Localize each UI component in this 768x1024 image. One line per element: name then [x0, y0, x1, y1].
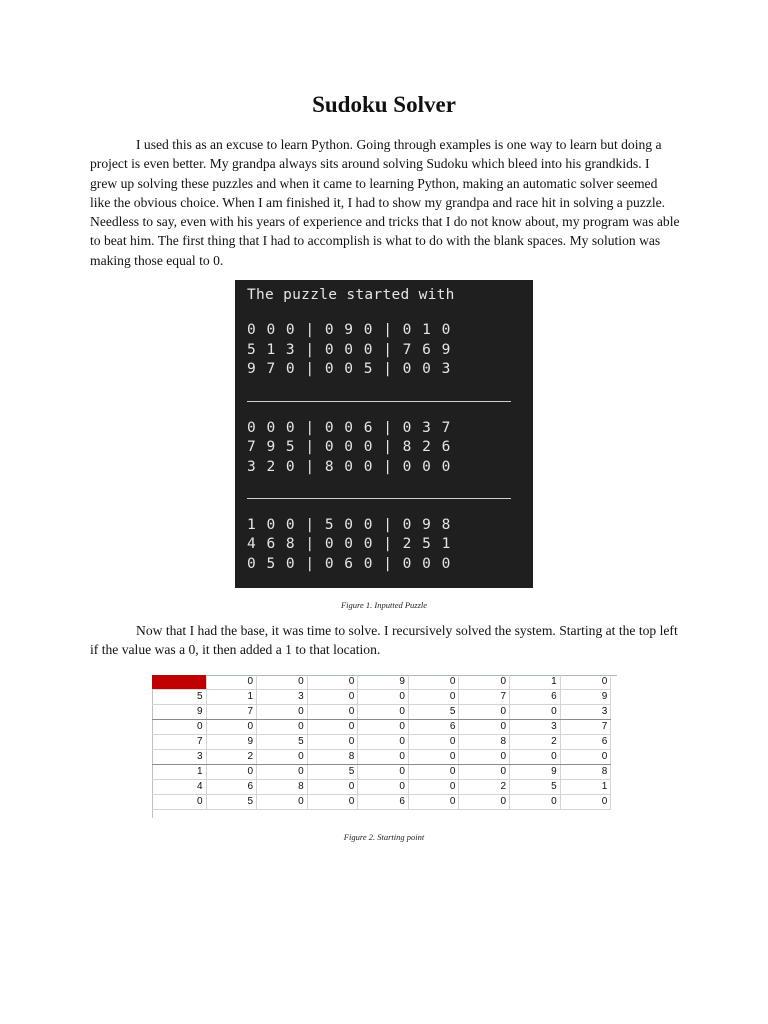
spreadsheet-cell: 6 [408, 720, 459, 735]
spreadsheet-screenshot [152, 667, 617, 819]
spreadsheet-cell: 5 [257, 735, 308, 750]
spreadsheet-cell: 0 [257, 795, 308, 810]
spreadsheet-cell: 0 [206, 675, 257, 690]
spreadsheet-cell: 2 [510, 735, 561, 750]
spreadsheet-cell: 0 [257, 675, 308, 690]
spreadsheet-cell: 0 [459, 720, 510, 735]
spreadsheet-cell: 0 [257, 720, 308, 735]
spreadsheet-cell: 5 [206, 795, 257, 810]
terminal-row: 0 5 0 | 0 6 0 | 0 0 0 [247, 556, 452, 572]
spreadsheet-row [152, 750, 611, 765]
terminal-separator [247, 401, 511, 402]
spreadsheet-grid [152, 675, 611, 810]
spreadsheet-cell: 0 [358, 750, 409, 765]
spreadsheet-cell: 0 [307, 735, 358, 750]
spreadsheet-cell: 3 [152, 750, 206, 765]
spreadsheet-cell: 0 [408, 780, 459, 795]
terminal-row: 9 7 0 | 0 0 5 | 0 0 3 [247, 361, 452, 377]
spreadsheet-cell: 0 [152, 720, 206, 735]
spreadsheet-cell: 0 [206, 765, 257, 780]
spreadsheet-cell: 6 [206, 780, 257, 795]
figure1-caption: Figure 1. Inputted Puzzle [340, 600, 428, 610]
spreadsheet-cell: 0 [358, 735, 409, 750]
intro-paragraph: I used this as an excuse to learn Python. Going through examples is one way to learn but doing a project is even better. My grandpa always sits around solving Sudoku which bleed into his grandkids. I grew up solving these puzzles and when it came to learning Python, making an automatic solver seemed like the obvious choice. When I am finished it, I had to show my grandpa and race hit in solving a puzzle. Needless to say, even with his years of experience and tricks that I do not know about, my program was able to beat him. The first thing that I had to accomplish is what to do with the blank spaces. My solution was making those equal to 0. [90, 137, 680, 268]
spreadsheet-cell: 5 [307, 765, 358, 780]
spreadsheet-cell: 8 [459, 735, 510, 750]
spreadsheet-row [152, 795, 611, 810]
spreadsheet-cell: 0 [510, 705, 561, 720]
spreadsheet-cell: 8 [307, 750, 358, 765]
terminal-row: 7 9 5 | 0 0 0 | 8 2 6 [247, 439, 452, 455]
spreadsheet-cell: 0 [152, 675, 206, 690]
terminal-row: 0 0 0 | 0 9 0 | 0 1 0 [247, 322, 452, 338]
terminal-row: 0 0 0 | 0 0 6 | 0 3 7 [247, 420, 452, 436]
spreadsheet-cell: 8 [257, 780, 308, 795]
terminal-row: 1 0 0 | 5 0 0 | 0 9 8 [247, 517, 452, 533]
spreadsheet-cell: 6 [510, 690, 561, 705]
spreadsheet-row [152, 675, 611, 690]
spreadsheet-cell: 6 [560, 735, 611, 750]
spreadsheet-cell: 9 [206, 735, 257, 750]
spreadsheet-cell: 9 [510, 765, 561, 780]
spreadsheet-cell: 3 [560, 705, 611, 720]
spreadsheet-cell: 9 [358, 675, 409, 690]
spreadsheet-cell: 0 [408, 795, 459, 810]
spreadsheet-cell: 0 [358, 765, 409, 780]
spreadsheet-cell: 0 [560, 750, 611, 765]
spreadsheet-cell: 9 [152, 705, 206, 720]
spreadsheet-cell: 1 [206, 690, 257, 705]
spreadsheet-cell: 0 [257, 705, 308, 720]
terminal-separator [247, 498, 511, 499]
spreadsheet-cell: 0 [257, 750, 308, 765]
spreadsheet-row [152, 735, 611, 750]
spreadsheet-row [152, 765, 611, 780]
spreadsheet-cell: 0 [307, 720, 358, 735]
spreadsheet-cell: 8 [560, 765, 611, 780]
terminal-row: 3 2 0 | 8 0 0 | 0 0 0 [247, 459, 452, 475]
spreadsheet-cell: 0 [152, 795, 206, 810]
solve-paragraph: Now that I had the base, it was time to solve. I recursively solved the system. Starting at the top left if the value was a 0, it then added a 1 to that location. [90, 623, 678, 658]
spreadsheet-row [152, 705, 611, 720]
spreadsheet-cell: 1 [510, 675, 561, 690]
spreadsheet-cell: 0 [408, 735, 459, 750]
spreadsheet-cell: 0 [560, 675, 611, 690]
terminal-screenshot [235, 280, 533, 588]
spreadsheet-row [152, 690, 611, 705]
spreadsheet-cell: 0 [257, 765, 308, 780]
spreadsheet-cell: 7 [560, 720, 611, 735]
spreadsheet-cell: 0 [307, 675, 358, 690]
spreadsheet-cell: 0 [459, 750, 510, 765]
spreadsheet-row [152, 720, 611, 735]
spreadsheet-cell: 0 [206, 720, 257, 735]
terminal-row: 4 6 8 | 0 0 0 | 2 5 1 [247, 536, 452, 552]
spreadsheet-cell: 0 [307, 705, 358, 720]
spreadsheet-cell: 7 [459, 690, 510, 705]
spreadsheet-cell: 7 [152, 735, 206, 750]
terminal-row: 5 1 3 | 0 0 0 | 7 6 9 [247, 342, 452, 358]
spreadsheet-cell: 5 [408, 705, 459, 720]
spreadsheet-cell: 3 [510, 720, 561, 735]
spreadsheet-cell: 0 [408, 675, 459, 690]
spreadsheet-cell: 1 [560, 780, 611, 795]
spreadsheet-cell: 0 [358, 720, 409, 735]
spreadsheet-cell: 9 [560, 690, 611, 705]
spreadsheet-cell: 0 [358, 705, 409, 720]
spreadsheet-cell: 7 [206, 705, 257, 720]
spreadsheet-cell: 0 [408, 750, 459, 765]
spreadsheet-cell: 0 [307, 780, 358, 795]
spreadsheet-cell: 0 [408, 765, 459, 780]
spreadsheet-cell: 0 [510, 795, 561, 810]
spreadsheet-cell: 5 [510, 780, 561, 795]
spreadsheet-cell: 0 [560, 795, 611, 810]
spreadsheet-cell: 5 [152, 690, 206, 705]
spreadsheet-cell: 0 [408, 690, 459, 705]
spreadsheet-cell: 6 [358, 795, 409, 810]
spreadsheet-cell: 1 [152, 765, 206, 780]
spreadsheet-cell: 2 [206, 750, 257, 765]
spreadsheet-cell: 0 [358, 780, 409, 795]
spreadsheet-cell: 0 [510, 750, 561, 765]
figure2-caption: Figure 2. Starting point [343, 832, 425, 842]
spreadsheet-cell: 0 [307, 690, 358, 705]
spreadsheet-cell: 0 [459, 795, 510, 810]
spreadsheet-cell: 0 [307, 795, 358, 810]
page-title: Sudoku Solver [312, 92, 456, 117]
terminal-heading: The puzzle started with [247, 287, 455, 303]
spreadsheet-cell: 0 [459, 675, 510, 690]
spreadsheet-cell: 0 [459, 765, 510, 780]
spreadsheet-cell: 2 [459, 780, 510, 795]
spreadsheet-row [152, 780, 611, 795]
spreadsheet-cell: 3 [257, 690, 308, 705]
spreadsheet-cell: 4 [152, 780, 206, 795]
spreadsheet-cell: 0 [358, 690, 409, 705]
spreadsheet-cell: 0 [459, 705, 510, 720]
